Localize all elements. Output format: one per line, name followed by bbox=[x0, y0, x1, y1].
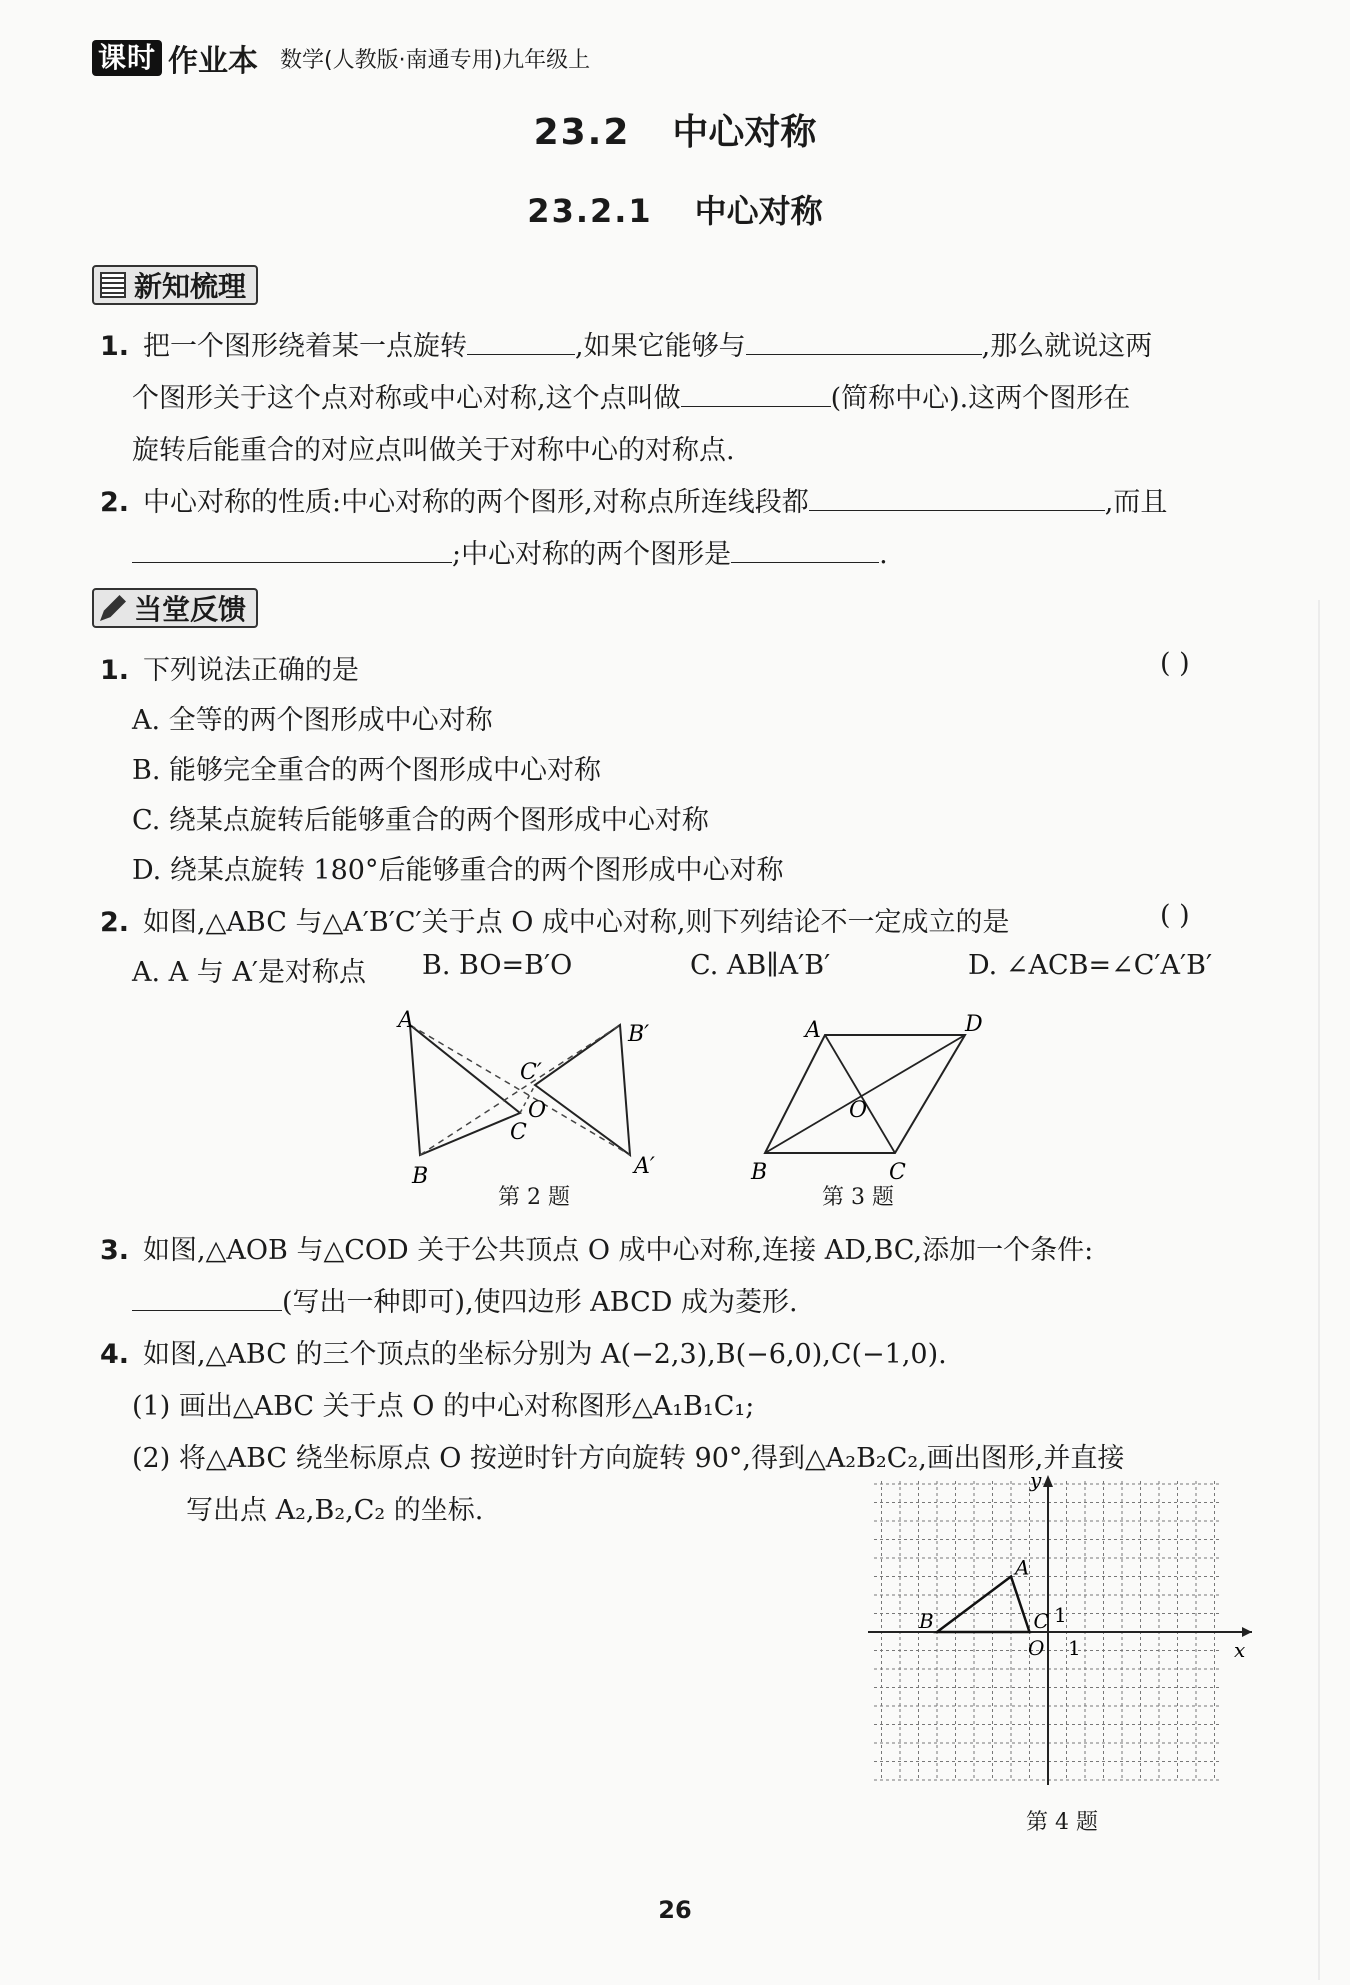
figure-3 bbox=[745, 1005, 995, 1185]
label-b-prime: B′ bbox=[628, 1022, 650, 1047]
answer-blank[interactable] bbox=[681, 382, 831, 407]
s2-q1-stem bbox=[100, 648, 359, 687]
s2-q4-part2-line1: (2) 将△ABC 绕坐标原点 O 按逆时针方向旋转 90°,得到△A₂B₂C₂,画出图形,并直接 bbox=[132, 1443, 1125, 1474]
figure-4-coordinate-grid bbox=[868, 1465, 1258, 1795]
section-tag-label: 新知梳理 bbox=[134, 270, 247, 303]
label-b: B bbox=[412, 1164, 429, 1185]
question-number: 4. bbox=[100, 1339, 130, 1370]
x-axis-arrow-icon bbox=[1242, 1627, 1252, 1637]
answer-paren[interactable]: ( ) bbox=[1160, 648, 1190, 679]
y-axis-label: y bbox=[1030, 1468, 1042, 1492]
subsection-name: 中心对称 bbox=[694, 192, 823, 230]
question-number: 2. bbox=[100, 907, 130, 938]
section-number: 23.2 bbox=[533, 112, 631, 153]
s1-q1-line1 bbox=[100, 324, 1152, 363]
label-o: O bbox=[528, 1098, 547, 1123]
answer-blank[interactable] bbox=[731, 538, 879, 563]
section-tag-feedback bbox=[92, 588, 258, 628]
y-unit-label: 1 bbox=[1054, 1603, 1067, 1627]
s1-q2-line1 bbox=[100, 480, 1167, 519]
s2-q4-part1: (1) 画出△ABC 关于点 O 的中心对称图形△A₁B₁C₁; bbox=[132, 1391, 755, 1422]
label-a: A bbox=[1015, 1555, 1030, 1580]
s1-q2-line2 bbox=[132, 532, 888, 571]
subject-label: 数学(人教版·南通专用)九年级上 bbox=[280, 47, 591, 73]
label-a-prime: A′ bbox=[634, 1154, 655, 1179]
subsection-title bbox=[0, 186, 1350, 232]
section-title bbox=[0, 104, 1350, 155]
label-c-prime: C′ bbox=[520, 1060, 542, 1085]
question-number: 3. bbox=[100, 1235, 130, 1266]
s1-q1-line3 bbox=[132, 428, 735, 467]
label-d: D bbox=[965, 1012, 983, 1037]
label-b: B bbox=[751, 1160, 768, 1185]
text: 中心对称的性质:中心对称的两个图形,对称点所连线段都 bbox=[143, 487, 809, 518]
option-a: A. 全等的两个图形成中心对称 bbox=[132, 705, 493, 736]
answer-blank[interactable] bbox=[809, 486, 1105, 511]
figure-2-caption: 第 2 题 bbox=[498, 1185, 570, 1210]
figure-2 bbox=[390, 1005, 680, 1185]
book-icon bbox=[100, 272, 126, 298]
logo: 课时 bbox=[92, 40, 162, 76]
y-axis-arrow-icon bbox=[1043, 1475, 1053, 1487]
text: 旋转后能重合的对应点叫做关于对称中心的对称点. bbox=[132, 435, 735, 466]
answer-blank[interactable] bbox=[467, 330, 575, 355]
answer-blank[interactable] bbox=[132, 538, 452, 563]
s2-q4-stem bbox=[100, 1332, 947, 1371]
page-edge-shadow bbox=[1318, 600, 1320, 1980]
section-tag-label: 当堂反馈 bbox=[134, 593, 247, 626]
label-o: O bbox=[849, 1098, 868, 1123]
s2-q3-line2 bbox=[132, 1280, 798, 1319]
s1-q1-line2 bbox=[132, 376, 1130, 415]
option-d: D. 绕某点旋转 180°后能够重合的两个图形成中心对称 bbox=[132, 855, 784, 886]
label-a: A bbox=[398, 1008, 414, 1033]
text: ,如果它能够与 bbox=[575, 331, 746, 362]
text: 个图形关于这个点对称或中心对称,这个点叫做 bbox=[132, 383, 681, 414]
answer-blank[interactable] bbox=[132, 1286, 282, 1311]
x-axis-label: x bbox=[1234, 1638, 1246, 1662]
answer-blank[interactable] bbox=[746, 330, 982, 355]
brand-name: 作业本 bbox=[168, 44, 259, 79]
text: (简称中心).这两个图形在 bbox=[830, 383, 1131, 414]
triangle-abc bbox=[410, 1025, 520, 1155]
diagonal-ac bbox=[825, 1035, 895, 1153]
option-d: D. ∠ACB=∠C′A′B′ bbox=[968, 950, 1213, 981]
origin-label: O bbox=[1028, 1636, 1045, 1660]
label-c: C bbox=[510, 1120, 527, 1145]
text: 把一个图形绕着某一点旋转 bbox=[143, 331, 468, 362]
option-a: A. A 与 A′是对称点 bbox=[132, 957, 366, 988]
page-number: 26 bbox=[658, 1896, 692, 1924]
answer-paren[interactable]: ( ) bbox=[1160, 900, 1190, 931]
pen-icon bbox=[100, 595, 126, 621]
label-c: C bbox=[889, 1160, 906, 1185]
option-c: C. AB∥A′B′ bbox=[690, 950, 831, 981]
text: ,那么就说这两 bbox=[981, 331, 1153, 362]
text: 下列说法正确的是 bbox=[143, 655, 360, 686]
question-number: 1. bbox=[100, 331, 130, 362]
option-b: B. 能够完全重合的两个图形成中心对称 bbox=[132, 755, 602, 786]
subsection-number: 23.2.1 bbox=[527, 192, 653, 230]
s2-q4-part2-line2: 写出点 A₂,B₂,C₂ 的坐标. bbox=[186, 1495, 484, 1526]
label-b: B bbox=[919, 1609, 934, 1633]
header bbox=[92, 38, 590, 78]
text: ;中心对称的两个图形是 bbox=[452, 539, 732, 570]
text: 如图,△ABC 的三个顶点的坐标分别为 A(−2,3),B(−6,0),C(−1,0). bbox=[143, 1339, 947, 1370]
label-c: C bbox=[1033, 1609, 1049, 1633]
option-b: B. BO=B′O bbox=[422, 950, 573, 981]
label-a: A bbox=[805, 1018, 821, 1043]
text: 如图,△AOB 与△COD 关于公共顶点 O 成中心对称,连接 AD,BC,添加一个条件: bbox=[143, 1235, 1094, 1266]
x-unit-label: 1 bbox=[1068, 1636, 1081, 1660]
figure-4-caption: 第 4 题 bbox=[1026, 1810, 1098, 1835]
section-tag-new-knowledge bbox=[92, 265, 258, 305]
option-c: C. 绕某点旋转后能够重合的两个图形成中心对称 bbox=[132, 805, 709, 836]
question-number: 1. bbox=[100, 655, 130, 686]
section-name: 中心对称 bbox=[672, 112, 817, 153]
figure-3-caption: 第 3 题 bbox=[822, 1185, 894, 1210]
text: . bbox=[879, 539, 888, 570]
triangle-a1b1c1 bbox=[535, 1025, 630, 1155]
s2-q3-line1 bbox=[100, 1228, 1093, 1267]
text: ,而且 bbox=[1104, 487, 1168, 518]
question-number: 2. bbox=[100, 487, 130, 518]
triangle-abc bbox=[937, 1577, 1030, 1633]
s2-q2-stem bbox=[100, 900, 1010, 939]
text: 如图,△ABC 与△A′B′C′关于点 O 成中心对称,则下列结论不一定成立的是 bbox=[143, 907, 1010, 938]
text: (写出一种即可),使四边形 ABCD 成为菱形. bbox=[282, 1287, 798, 1318]
